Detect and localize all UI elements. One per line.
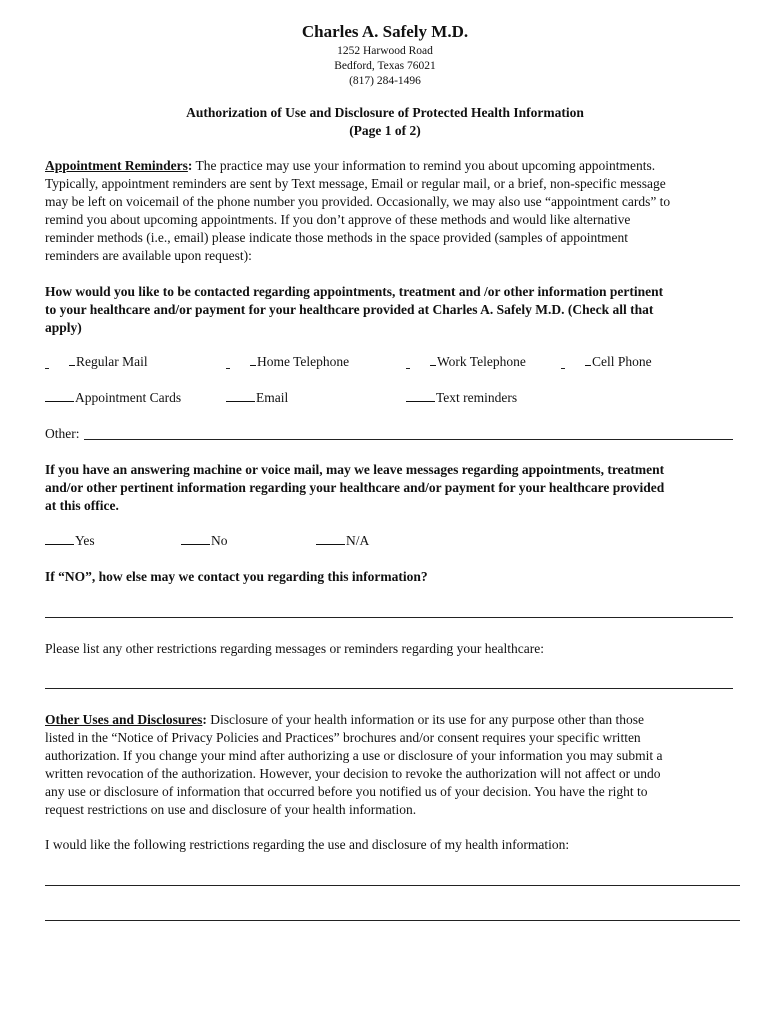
- question-line: How would you like to be contacted regarding appointments, treatment and /or other information pertinent: [45, 284, 664, 299]
- address-line-2: Bedford, Texas 76021: [334, 60, 436, 72]
- page-label: (Page 1 of 2): [349, 123, 421, 138]
- checkbox-tick: [561, 368, 565, 369]
- check-blank[interactable]: [69, 354, 75, 366]
- question-line: at this office.: [45, 498, 119, 513]
- if-no-question: If “NO”, how else may we contact you regarding this information?: [45, 569, 428, 584]
- option-email[interactable]: [226, 390, 288, 406]
- option-label: Yes: [75, 533, 95, 548]
- restriction-request-line-2[interactable]: [45, 920, 740, 921]
- restriction-request-prompt: I would like the following restrictions regarding the use and disclosure of my health information:: [45, 837, 570, 852]
- option-label: Regular Mail: [76, 354, 148, 369]
- check-blank[interactable]: [45, 390, 74, 402]
- paragraph-text: The practice may use your information to remind you about upcoming appointments.: [192, 158, 656, 173]
- contact-method-question: [45, 283, 755, 337]
- paragraph-line: authorization. If you change your mind after authorizing a use or disclosure of your information you may submit a: [45, 748, 663, 763]
- option-work-telephone[interactable]: [430, 354, 526, 370]
- paragraph-line: Typically, appointment reminders are sent by Text message, Email or regular mail, or a brief, non-specific message: [45, 176, 666, 191]
- other-input-line[interactable]: [84, 439, 733, 440]
- other-uses-paragraph: [45, 711, 755, 819]
- phone-number: (817) 284-1496: [349, 75, 421, 87]
- voicemail-question: [45, 461, 755, 515]
- check-blank[interactable]: [585, 354, 591, 366]
- restrictions-answer-line[interactable]: [45, 688, 733, 689]
- check-blank[interactable]: [226, 390, 255, 402]
- checkbox-tick: [406, 368, 410, 369]
- paragraph-text: Disclosure of your health information or its use for any purpose other than those: [206, 712, 645, 727]
- paragraph-line: remind you about upcoming appointments. If you don’t approve of these methods and would like alternative: [45, 212, 631, 227]
- option-label: N/A: [346, 533, 370, 548]
- doctor-name: Charles A. Safely M.D.: [301, 22, 469, 41]
- option-na[interactable]: [316, 533, 369, 549]
- checkbox-tick: [45, 368, 49, 369]
- option-label: Appointment Cards: [75, 390, 182, 405]
- option-label: Text reminders: [436, 390, 518, 405]
- paragraph-line: reminder methods (i.e., email) please indicate those methods in the space provided (samples of appointment: [45, 230, 628, 245]
- checkbox-tick: [226, 368, 230, 369]
- restriction-request-line-1[interactable]: [45, 885, 740, 886]
- paragraph-line: written revocation of the authorization. However, your decision to revoke the authorization will not affect or undo: [45, 766, 661, 781]
- option-home-telephone[interactable]: [250, 354, 349, 370]
- option-label: Work Telephone: [437, 354, 526, 369]
- heading-colon: :: [202, 712, 207, 727]
- paragraph-line: [45, 711, 755, 729]
- option-cell-phone[interactable]: [585, 354, 652, 370]
- option-label: No: [211, 533, 228, 548]
- question-line: If you have an answering machine or voice mail, may we leave messages regarding appointments, treatment: [45, 462, 665, 477]
- option-label: Cell Phone: [592, 354, 652, 369]
- other-label: Other:: [45, 426, 80, 441]
- form-title: Authorization of Use and Disclosure of Protected Health Information: [186, 105, 584, 120]
- question-line: apply): [45, 320, 82, 335]
- paragraph-line: listed in the “Notice of Privacy Policies and Practices” brochures and/or consent requires your specific written: [45, 730, 641, 745]
- paragraph-line: any use or disclosure of information that occurred before you notified us of your decision. You have the right to: [45, 784, 648, 799]
- if-no-answer-line[interactable]: [45, 617, 733, 618]
- option-yes[interactable]: [45, 533, 95, 549]
- appointment-reminders-paragraph: [45, 157, 755, 265]
- paragraph-line: may be left on voicemail of the phone number you provided. Occasionally, we may also use “appointment cards” to: [45, 194, 671, 209]
- heading-colon: :: [187, 158, 193, 173]
- check-blank[interactable]: [45, 533, 74, 545]
- paragraph-line: request restrictions on use and disclosure of your health information.: [45, 802, 417, 817]
- section-heading: Appointment Reminders: [45, 158, 188, 173]
- question-line: to your healthcare and/or payment for your healthcare provided at Charles A. Safely M.D. (Check all that: [45, 302, 654, 317]
- option-text-reminders[interactable]: [406, 390, 517, 406]
- restrictions-prompt: Please list any other restrictions regarding messages or reminders regarding your healthcare:: [45, 641, 544, 656]
- option-no[interactable]: [181, 533, 228, 549]
- paragraph-line: reminders are available upon request):: [45, 248, 252, 263]
- option-label: Home Telephone: [257, 354, 350, 369]
- option-regular-mail[interactable]: [69, 354, 148, 370]
- option-label: Email: [256, 390, 289, 405]
- check-blank[interactable]: [181, 533, 210, 545]
- address-line-1: 1252 Harwood Road: [337, 45, 433, 57]
- check-blank[interactable]: [250, 354, 256, 366]
- question-line: and/or other pertinent information regarding your healthcare and/or payment for your healthcare provided: [45, 480, 665, 495]
- option-appointment-cards[interactable]: [45, 390, 181, 406]
- check-blank[interactable]: [430, 354, 436, 366]
- paragraph-line: [45, 157, 755, 175]
- section-heading: Other Uses and Disclosures: [45, 712, 203, 727]
- check-blank[interactable]: [406, 390, 435, 402]
- check-blank[interactable]: [316, 533, 345, 545]
